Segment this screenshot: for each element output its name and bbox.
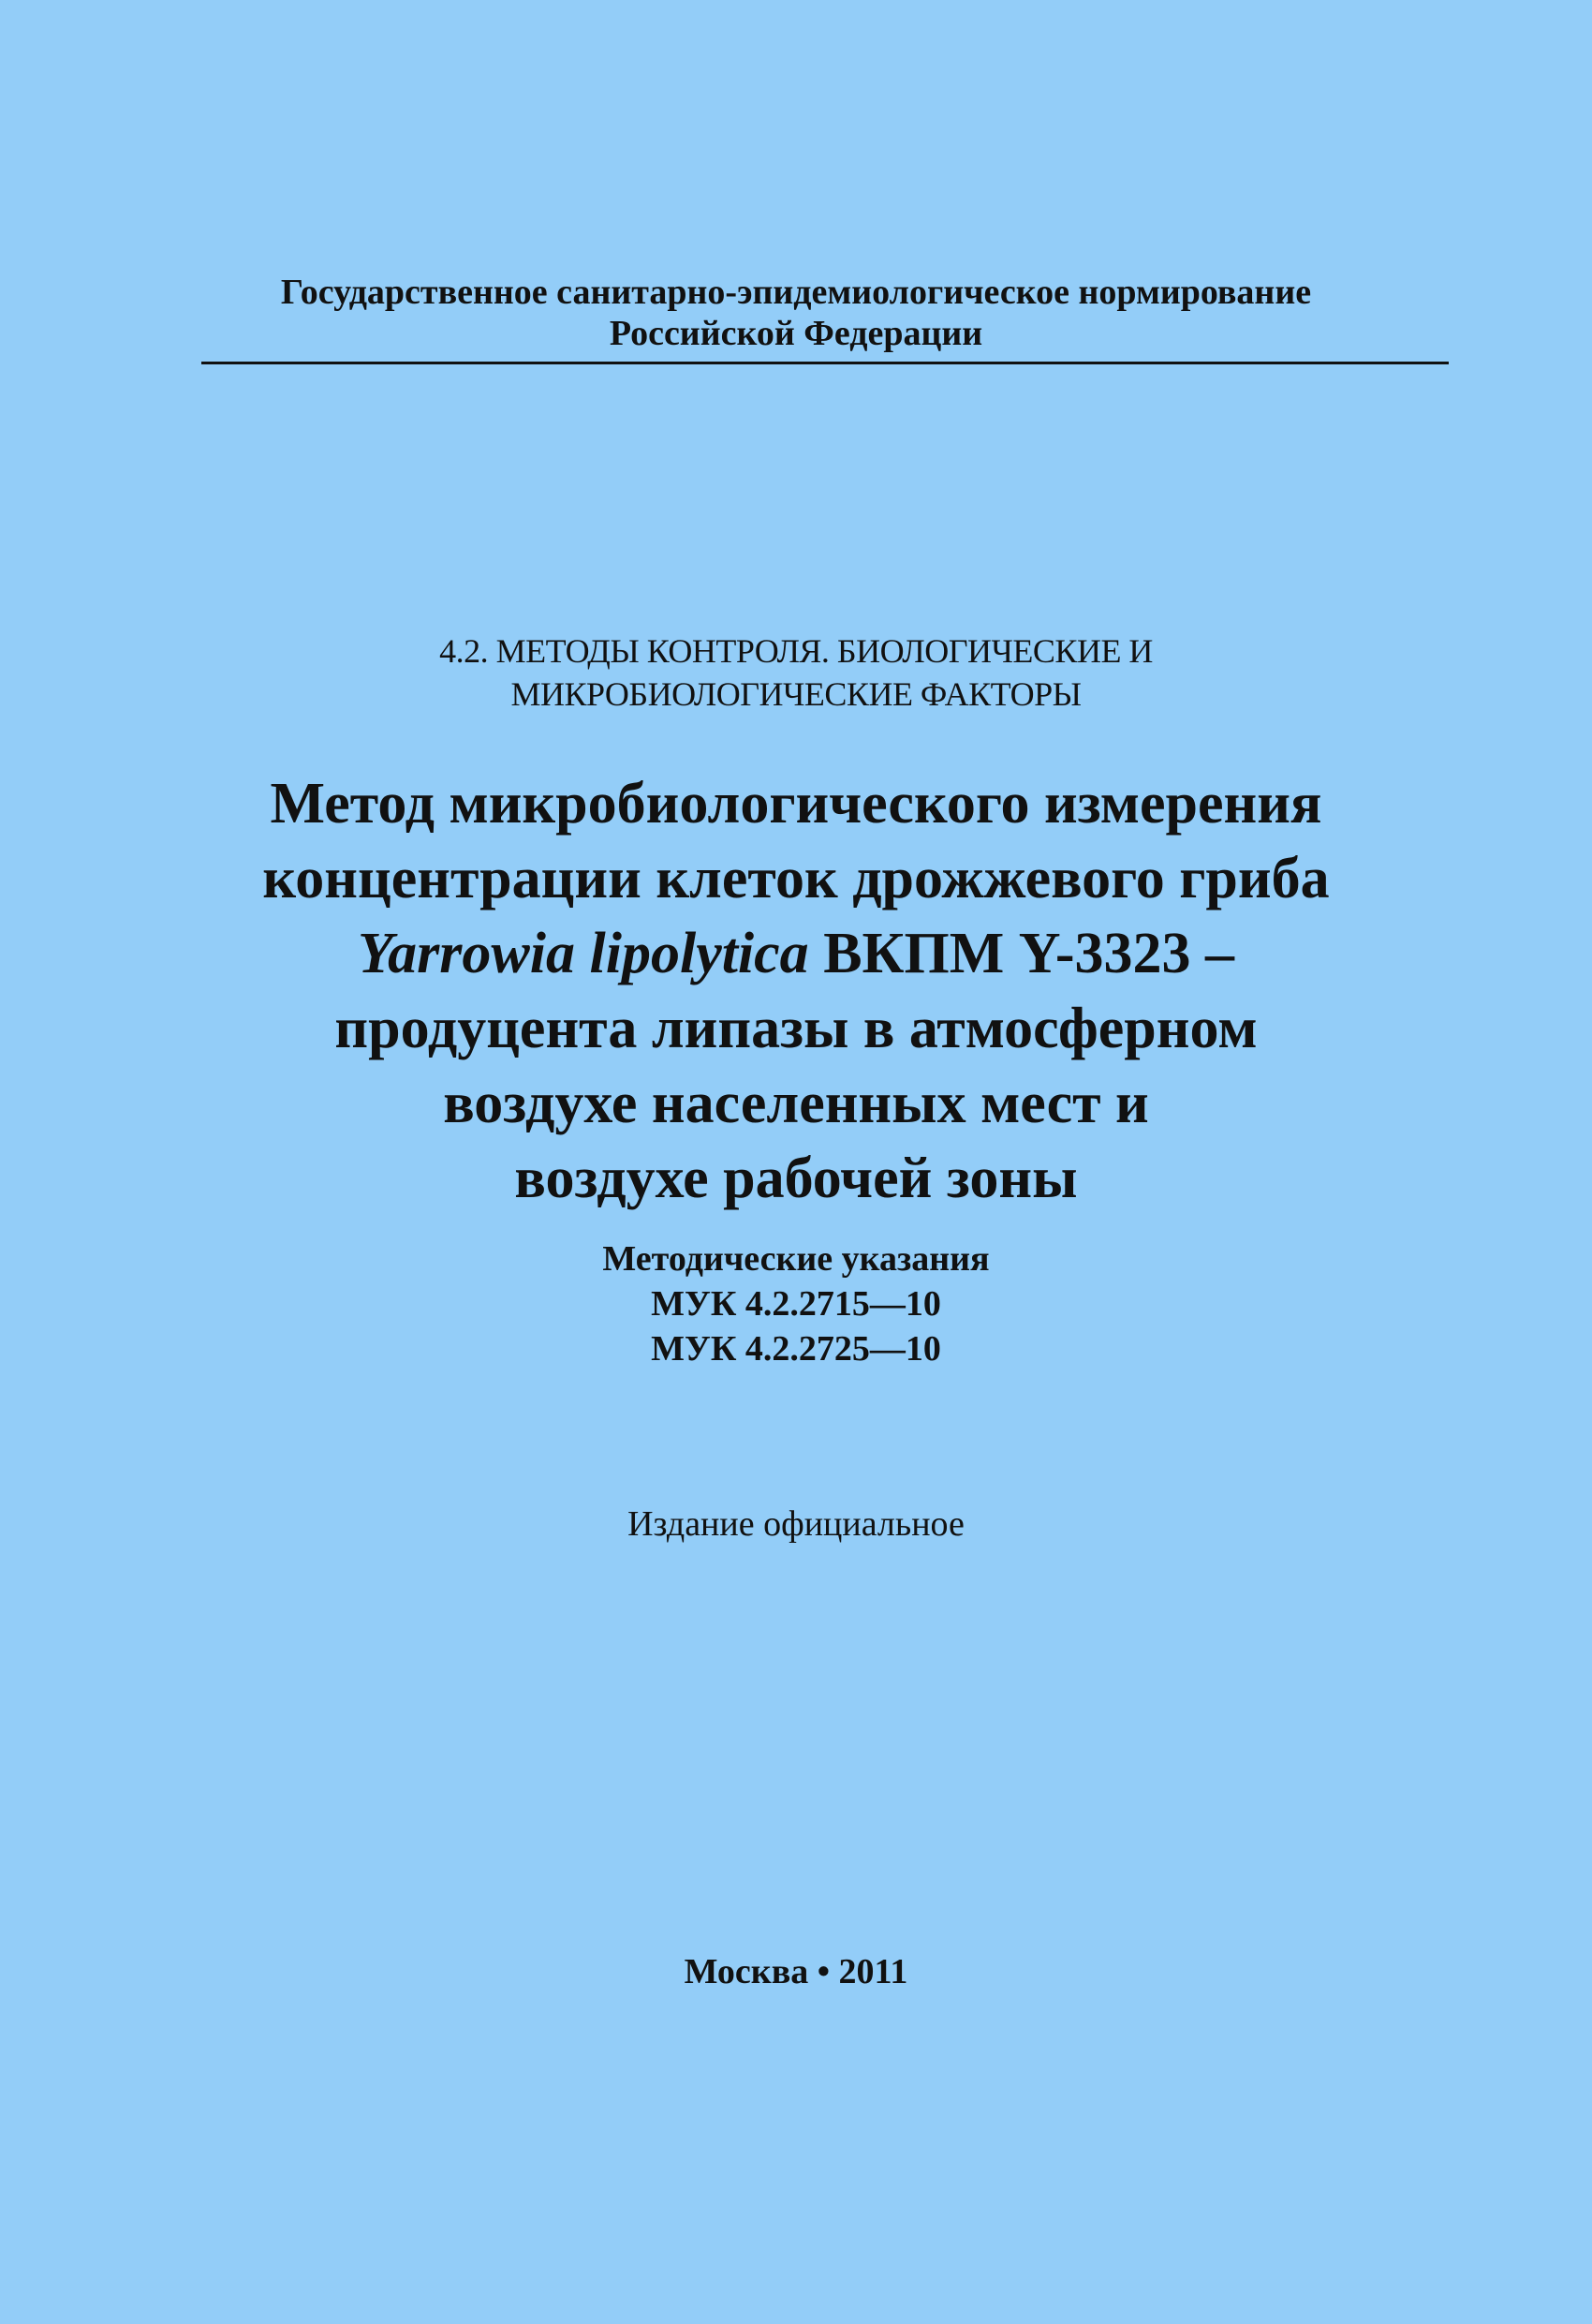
header-divider (201, 362, 1449, 364)
issuer-line-1: Государственное санитарно-эпидемиологическое нормирование (280, 273, 1312, 312)
title-line-6: воздухе рабочей зоны (514, 1147, 1078, 1210)
section-heading (0, 629, 1592, 716)
section-line-1: 4.2. МЕТОДЫ КОНТРОЛЯ. БИОЛОГИЧЕСКИЕ И (439, 632, 1153, 670)
doc-code-2: МУК 4.2.2725—10 (651, 1329, 941, 1369)
issuer-header (0, 272, 1592, 354)
strain-code: ВКПМ Y-3323 – (808, 922, 1234, 985)
doc-code-1: МУК 4.2.2715—10 (651, 1284, 941, 1324)
doc-type-label: Методические указания (602, 1239, 990, 1279)
place-year: Москва • 2011 (684, 1952, 908, 1991)
issuer-line-2: Российской Федерации (609, 314, 983, 353)
title-line-2: концентрации клеток дрожжевого гриба (262, 847, 1330, 910)
species-name: Yarrowia lipolytica (358, 922, 809, 985)
document-title (0, 766, 1592, 1216)
title-line-5: воздухе населенных мест и (443, 1072, 1149, 1135)
title-line-3 (0, 916, 1592, 991)
document-type (0, 1236, 1592, 1371)
title-line-1: Метод микробиологического измерения (270, 772, 1322, 836)
title-line-4: продуцента липазы в атмосферном (334, 997, 1258, 1060)
section-line-2: МИКРОБИОЛОГИЧЕСКИЕ ФАКТОРЫ (510, 675, 1082, 713)
edition-label: Издание официальное (627, 1504, 965, 1544)
